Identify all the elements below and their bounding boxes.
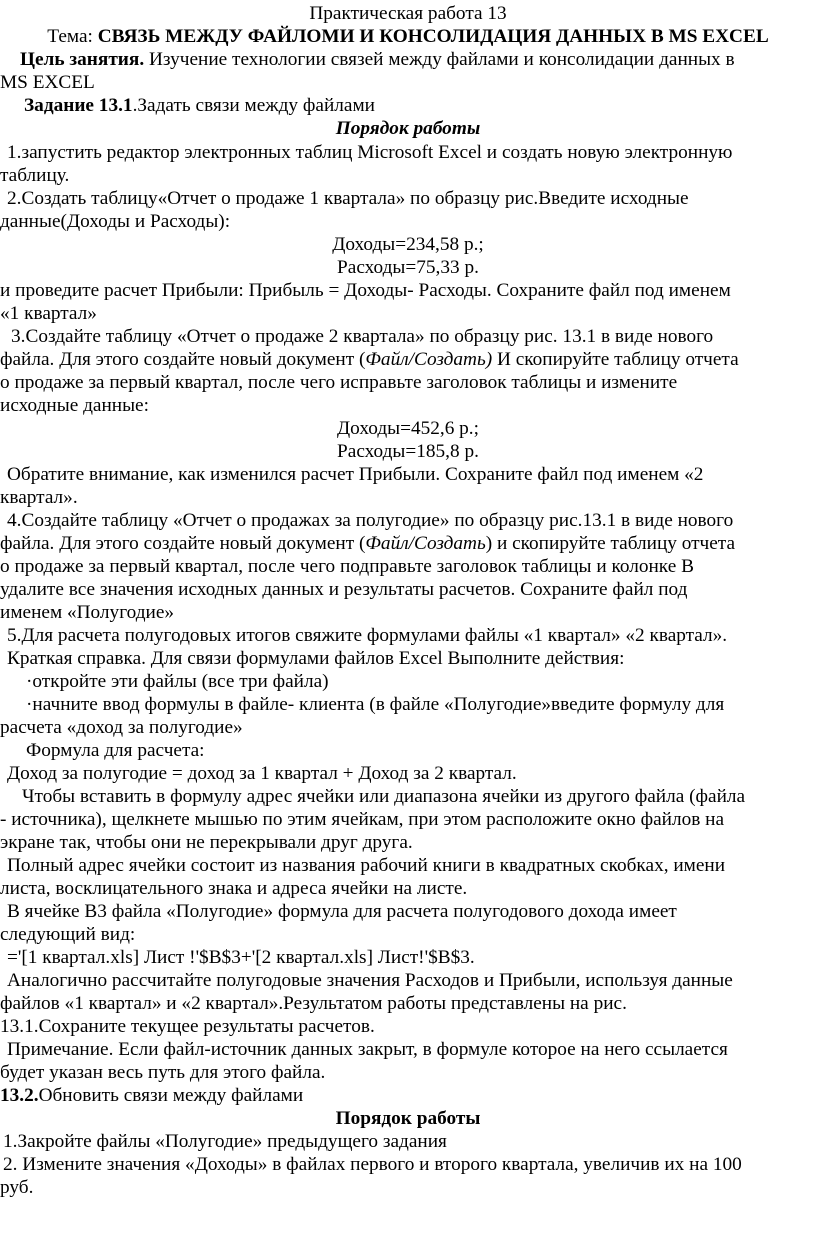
menu-path-file-create: Файл/Создать [365,533,486,554]
step4-line-4: удалите все значения исходных данных и результаты расчетов. Сохраните файл под [0,579,688,600]
goal-label: Цель занятия. [20,49,145,70]
step3-expense: Расходы=185,8 р. [337,441,479,462]
step3-line-2 [0,348,816,371]
step2-expense: Расходы=75,33 р. [337,257,479,278]
note-line-1: Примечание. Если файл-источник данных закрыт, в формуле которое на него ссылается [7,1039,728,1060]
task1-label: Задание 13.1 [24,95,133,116]
para4-line-1: Аналогично рассчитайте полугодовые значения Расходов и Прибыли, используя данные [7,970,733,991]
task2-text: Обновить связи между файлами [38,1085,304,1106]
step3-line-1: 3.Создайте таблицу «Отчет о продаже 2 квартала» по образцу рис. 13.1 в виде нового [11,326,714,347]
step1-line-2: таблицу. [0,165,70,186]
formula-text: Доход за полугодие = доход за 1 квартал + Доход за 2 квартал. [7,763,517,784]
step3-line-2-a: файла. Для этого создайте новый документ ( [0,349,366,370]
task2-step2-line-2: руб. [0,1177,34,1198]
formula-label: Формула для расчета: [26,740,205,761]
task2-label: 13.2. [0,1085,39,1106]
reference-bullet-2: ·начните ввод формулы в файле- клиента (в файле «Полугодие»введите формулу для [26,694,725,715]
para1-line-3: экране так, чтобы они не перекрывали друг друга. [0,832,413,853]
step3-line-2-c: И скопируйте таблицу отчета [492,349,739,370]
step4-line-5: именем «Полугодие» [0,602,175,623]
task2-step1: 1.Закройте файлы «Полугодие» предыдущего задания [3,1131,447,1152]
step2-line-1: 2.Создать таблицу«Отчет о продаже 1 квартала» по образцу рис.Введите исходные [7,188,689,209]
step5-line-1: 5.Для расчета полугодовых итогов свяжите формулами файлы «1 квартал» «2 квартал». [7,625,728,646]
para1-line-1: Чтобы вставить в формулу адрес ячейки или диапазона ячейки из другого файла (файла [22,786,746,807]
task2-heading [0,1084,816,1107]
step1-line-1: 1.запустить редактор электронных таблиц Microsoft Excel и создать новую электронную [7,142,733,163]
para2-line-2: листа, восклицательного знака и адреса ячейки на листе. [0,878,468,899]
step4-line-2-a: файла. Для этого создайте новый документ ( [0,533,366,554]
order-heading: Порядок работы [335,118,481,139]
menu-path-file-create: Файл/Создать) [365,349,493,370]
step4-line-1: 4.Создайте таблицу «Отчет о продажах за полугодие» по образцу рис.13.1 в виде нового [7,510,734,531]
note-line-2: будет указан весь путь для этого файла. [0,1062,326,1083]
order2-heading: Порядок работы [335,1108,481,1129]
reference-bullet-1: ·откройте эти файлы (все три файла) [26,671,329,692]
step3-line-5: Обратите внимание, как изменился расчет Прибыли. Сохраните файл под именем «2 [7,464,704,485]
reference-bullet-2-cont: расчета «доход за полугодие» [0,717,243,738]
para4-line-3: 13.1.Сохраните текущее результаты расчетов. [0,1016,375,1037]
para2-line-1: Полный адрес ячейки состоит из названия рабочий книги в квадратных скобках, имени [7,855,726,876]
goal-line-2: MS EXCEL [0,72,95,93]
step3-line-6: квартал». [0,487,78,508]
task1-text: .Задать связи между файлами [132,95,375,116]
task2-step2-line-1: 2. Измените значения «Доходы» в файлах первого и второго квартала, увеличив их на 100 [3,1154,742,1175]
cell-formula: ='[1 квартал.xls] Лист !'$B$3+'[2 квартал.xls] Лист!'$B$3. [7,947,475,968]
para4-line-2: файлов «1 квартал» и «2 квартал».Результатом работы представлены на рис. [0,993,627,1014]
task1-heading [0,94,816,117]
step2-line-3: и проведите расчет Прибыли: Прибыль = Доходы- Расходы. Сохраните файл под именем [0,280,731,301]
step2-income: Доходы=234,58 р.; [332,234,484,255]
step4-line-2-c: ) и скопируйте таблицу отчета [485,533,736,554]
topic-text: СВЯЗЬ МЕЖДУ ФАЙЛОМИ И КОНСОЛИДАЦИЯ ДАННЫХ В MS EXCEL [97,26,769,47]
reference-line-1: Краткая справка. Для связи формулами файлов Excel Выполните действия: [7,648,625,669]
para1-line-2: - источника), щелкнете мышью по этим ячейкам, при этом расположите окно файлов на [0,809,725,830]
para3-line-1: В ячейке В3 файла «Полугодие» формула для расчета полугодового дохода имеет [7,901,677,922]
step2-line-2: данные(Доходы и Расходы): [0,211,231,232]
step3-income: Доходы=452,6 р.; [337,418,479,439]
doc-topic [0,25,816,48]
goal-line-1 [0,48,816,71]
step2-line-4: «1 квартал» [0,303,97,324]
step4-line-3: о продаже за первый квартал, после чего подправьте заголовок таблицы и колонке В [0,556,694,577]
para3-line-2: следующий вид: [0,924,136,945]
step4-line-2 [0,532,816,555]
goal-text: Изучение технологии связей между файлами и консолидации данных в [144,49,735,70]
doc-title: Практическая работа 13 [309,3,507,24]
topic-prefix: Тема: [47,26,98,47]
step3-line-4: исходные данные: [0,395,149,416]
step3-line-3: о продаже за первый квартал, после чего исправьте заголовок таблицы и измените [0,372,678,393]
